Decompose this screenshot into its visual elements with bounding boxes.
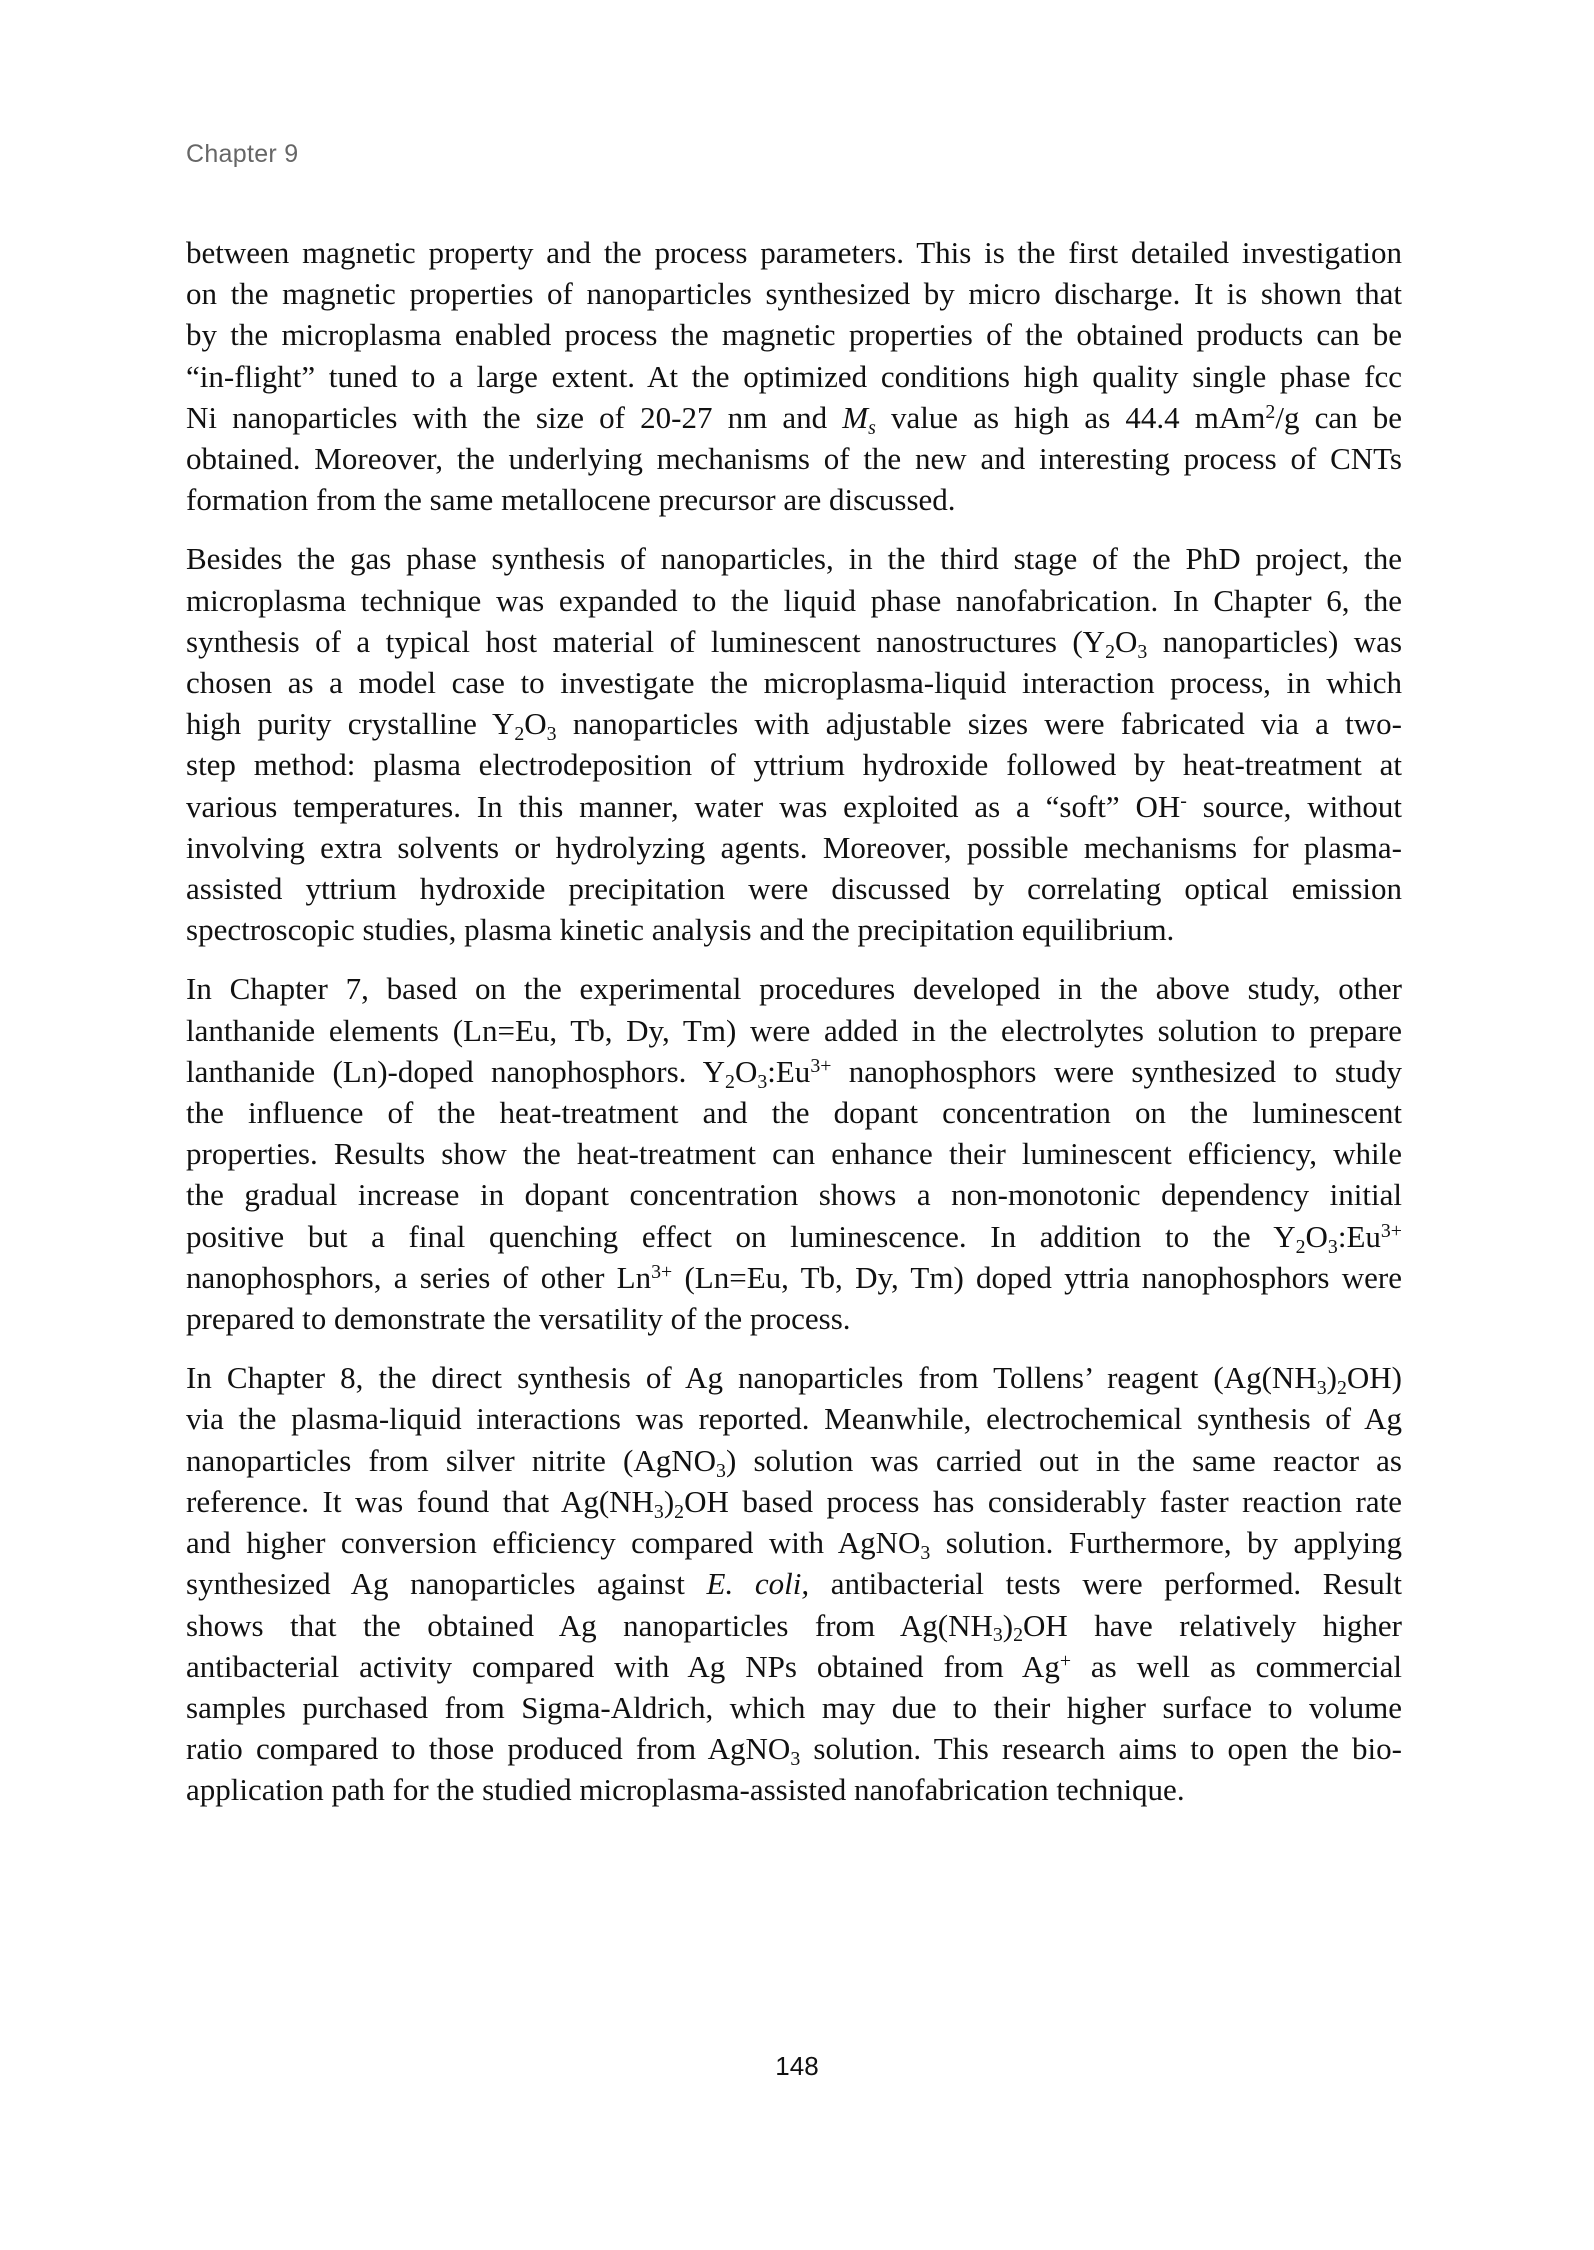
text-line: high purity crystalline $Y_2O_3$ nanoparticles with adjustable sizes were fabricated via a two- xyxy=(186,706,1402,746)
text-line: formation from the same metallocene precursor are discussed. xyxy=(186,482,956,518)
text-line: and higher conversion efficiency compared with AgNO$_3$ solution. Furthermore, by applying xyxy=(186,1525,1403,1565)
text-line: shows that the obtained Ag nanoparticles from $Ag(NH_3)_2OH$ have relatively higher xyxy=(186,1607,1402,1647)
text-line: via the plasma-liquid interactions was reported. Meanwhile, electrochemical synthesis of Ag xyxy=(186,1401,1402,1437)
text-line: involving extra solvents or hydrolyzing agents. Moreover, possible mechanisms for plasma- xyxy=(186,829,1402,865)
text-line: the gradual increase in dopant concentration shows a non-monotonic dependency initial xyxy=(186,1177,1402,1213)
text-line: step method: plasma electrodeposition of yttrium hydroxide followed by heat-treatment at xyxy=(186,747,1402,783)
text-line: between magnetic property and the process parameters. This is the first detailed investigation xyxy=(186,235,1402,270)
text-line: assisted yttrium hydroxide precipitation were discussed by correlating optical emission xyxy=(186,871,1402,907)
text-line: samples purchased from Sigma-Aldrich, which may due to their higher surface to volume xyxy=(186,1689,1402,1725)
text-line: prepared to demonstrate the versatility of the process. xyxy=(186,1301,851,1337)
text-line: In Chapter 8, the direct synthesis of Ag nanoparticles from Tollens’ reagent $(Ag(NH_3)_2OH)$ xyxy=(186,1360,1402,1400)
paragraph xyxy=(186,232,1402,520)
text-line: nanoparticles from silver nitrite (AgNO$_3$) solution was carried out in the same reactor as xyxy=(186,1442,1402,1482)
text-line: “in-flight” tuned to a large extent. At the optimized conditions high quality single phase fcc xyxy=(186,358,1402,394)
text-line: application path for the studied microplasma-assisted nanofabrication technique. xyxy=(186,1772,1185,1808)
text-line: nanophosphors, a series of other $Ln^{3+}$ (Ln=Eu, Tb, Dy, Tm) doped yttria nanophosphors were xyxy=(186,1259,1402,1295)
text-line: the influence of the heat-treatment and the dopant concentration on the luminescent xyxy=(186,1095,1402,1131)
text-line: antibacterial activity compared with Ag NPs obtained from Ag+ as well as commercial xyxy=(186,1648,1402,1684)
text-line: on the magnetic properties of nanoparticles synthesized by micro discharge. It is shown that xyxy=(186,276,1402,312)
text-line: ratio compared to those produced from AgNO$_3$ solution. This research aims to open the bio- xyxy=(186,1731,1402,1771)
text-line: synthesized Ag nanoparticles against E. coli, antibacterial tests were performed. Result xyxy=(186,1566,1403,1602)
text-line: reference. It was found that $Ag(NH_3)_2OH$ based process has considerably faster reaction rate xyxy=(186,1483,1402,1523)
text-line: lanthanide elements (Ln=Eu, Tb, Dy, Tm) were added in the electrolytes solution to prepare xyxy=(186,1012,1402,1048)
text-line: microplasma technique was expanded to the liquid phase nanofabrication. In Chapter 6, the xyxy=(186,582,1402,618)
text-line: positive but a final quenching effect on luminescence. In addition to the $Y_2O_3:Eu^{3+}$ xyxy=(186,1218,1402,1258)
paragraph xyxy=(186,968,1402,1339)
text-line: properties. Results show the heat-treatment can enhance their luminescent efficiency, while xyxy=(186,1136,1402,1172)
text-line: obtained. Moreover, the underlying mechanisms of the new and interesting process of CNTs xyxy=(186,441,1402,477)
page-number: 148 xyxy=(775,2051,819,2081)
paragraph xyxy=(186,538,1402,950)
text-line: spectroscopic studies, plasma kinetic analysis and the precipitation equilibrium. xyxy=(186,912,1175,948)
running-header: Chapter 9 xyxy=(186,140,299,168)
text-line: by the microplasma enabled process the magnetic properties of the obtained products can be xyxy=(186,317,1402,353)
text-line: chosen as a model case to investigate the microplasma-liquid interaction process, in which xyxy=(186,665,1402,701)
text-line: In Chapter 7, based on the experimental procedures developed in the above study, other xyxy=(186,971,1402,1007)
text-line: synthesis of a typical host material of luminescent nanostructures ($Y_2O_3$ nanoparticles) was xyxy=(186,623,1403,663)
text-line: lanthanide (Ln)-doped nanophosphors. $Y_2O_3:Eu^{3+}$ nanophosphors were synthesized to study xyxy=(186,1053,1402,1093)
text-line: Besides the gas phase synthesis of nanoparticles, in the third stage of the PhD project, the xyxy=(186,541,1402,577)
text-line: various temperatures. In this manner, water was exploited as a “soft” OH- source, without xyxy=(186,788,1402,824)
body-text xyxy=(186,232,1402,1829)
text-line: Ni nanoparticles with the size of 20-27 nm and $M_s$ value as high as 44.4 mAm$^2$/g can be xyxy=(186,399,1403,439)
paragraph xyxy=(186,1357,1402,1810)
